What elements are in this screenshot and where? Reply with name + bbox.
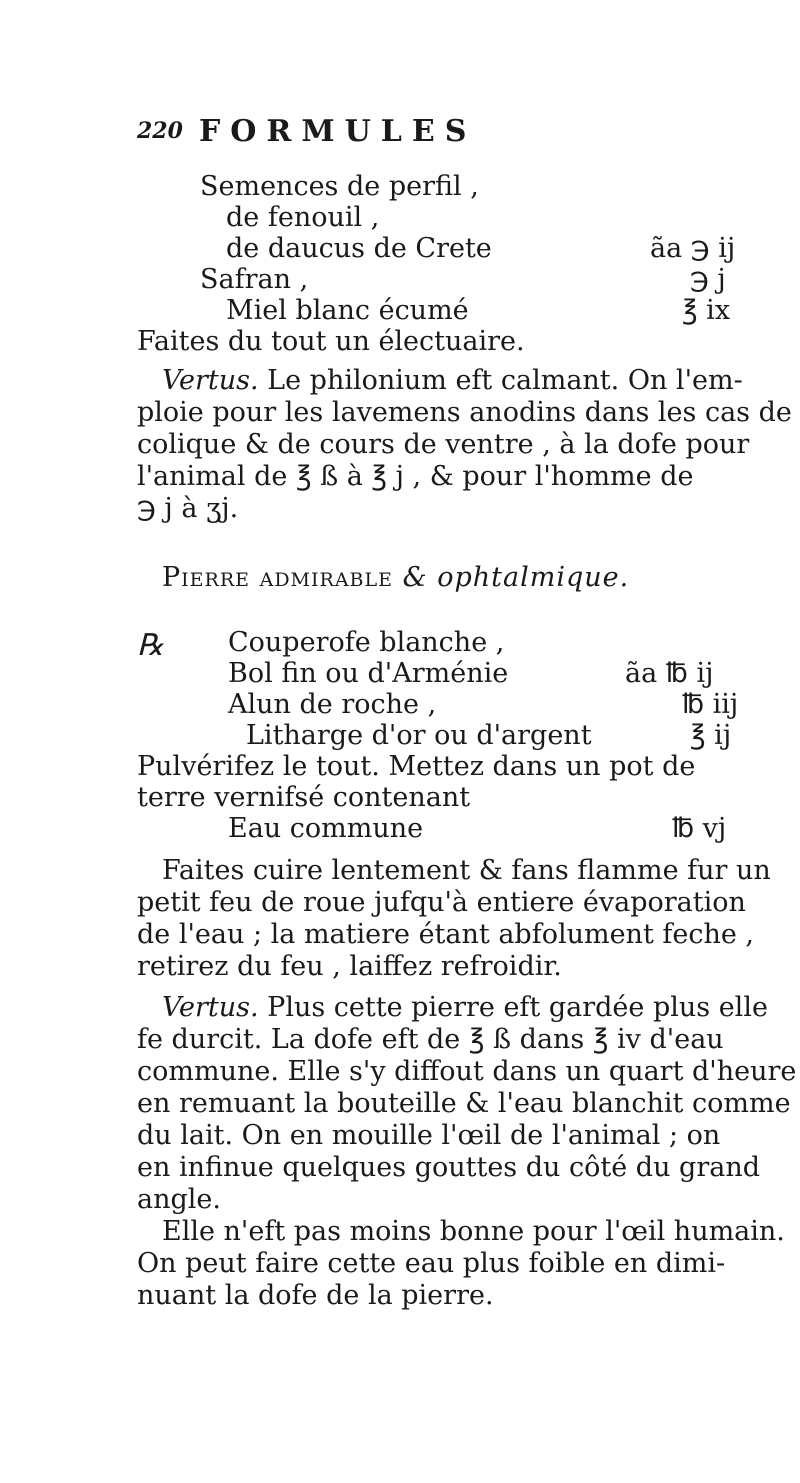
- page-header: [137, 114, 737, 154]
- vertus2-line: nuant la dofe de la pierre.: [137, 1280, 494, 1311]
- recipe1-line: Safran ,: [200, 264, 309, 295]
- vertus2-line: Elle n'eft pas moins bonne pour l'œil humain.: [162, 1216, 785, 1247]
- vertus2-line: On peut faire cette eau plus foible en dimi-: [137, 1248, 726, 1279]
- recipe2-after-line: terre vernifsé contenant: [137, 782, 471, 813]
- instructions-line: de l'eau ; la matiere étant abfolument feche ,: [137, 919, 755, 950]
- recipe1-line: de daucus de Crete: [226, 233, 492, 264]
- section-title-amp: &: [393, 562, 438, 593]
- vertus1-line: [162, 366, 743, 396]
- vertus1-text: Le philonium eft calmant. On l'em-: [258, 365, 743, 396]
- vertus2-line: commune. Elle s'y diffout dans un quart d'heure: [137, 1056, 797, 1087]
- instructions-line: petit feu de roue jufqu'à entiere évaporation: [137, 887, 746, 918]
- vertus1-line: ploie pour les lavemens anodins dans les cas de: [137, 397, 792, 428]
- instructions-line: Faites cuire lentement & fans flamme fur un: [162, 855, 771, 886]
- recipe1-line: Miel blanc écumé: [226, 295, 469, 326]
- recipe1-dose: ãa ℈ ij: [650, 233, 736, 264]
- running-title: FORMULES: [199, 114, 477, 149]
- instructions-line: retirez du feu , laiffez refroidir.: [137, 951, 562, 982]
- vertus2-label: Vertus.: [162, 992, 259, 1023]
- section-title: [162, 562, 629, 593]
- vertus2-line: en remuant la bouteille & l'eau blanchit comme: [137, 1088, 791, 1119]
- vertus2-line: en infinue quelques gouttes du côté du grand: [137, 1152, 761, 1183]
- vertus1-line: l'animal de ℥ ß à ℥ j , & pour l'homme de: [137, 461, 694, 492]
- page-number: 220: [137, 118, 183, 144]
- recipe2-dose: ãa ℔ ij: [625, 658, 714, 689]
- section-title-italic: ophtalmique.: [437, 562, 630, 593]
- vertus2-line: [162, 993, 768, 1023]
- vertus1-line: ℈ j à ʒj.: [137, 493, 239, 524]
- section-title-caps: Pierre admirable: [162, 562, 393, 593]
- recipe-symbol: ℞: [137, 628, 164, 663]
- vertus2-line: angle.: [137, 1184, 221, 1215]
- recipe1-dose: ℈ j: [690, 264, 726, 295]
- recipe2-dose: ℔ iij: [682, 689, 739, 720]
- water-line: Eau commune: [228, 813, 424, 844]
- vertus2-text: Plus cette pierre eft gardée plus elle: [258, 992, 768, 1023]
- recipe1-line: Faites du tout un électuaire.: [137, 326, 525, 357]
- recipe2-after-line: Pulvérifez le tout. Mettez dans un pot de: [137, 751, 696, 782]
- vertus2-line: du lait. On en mouille l'œil de l'animal ; on: [137, 1120, 721, 1151]
- recipe1-line: de fenouil ,: [226, 202, 380, 233]
- recipe2-line: Litharge d'or ou d'argent: [246, 720, 592, 751]
- recipe2-line: Bol fin ou d'Arménie: [228, 658, 509, 689]
- vertus2-line: fe durcit. La dofe eft de ℥ ß dans ℥ iv d'eau: [137, 1024, 724, 1055]
- recipe1-dose: ℥ ix: [682, 295, 731, 326]
- vertus1-line: colique & de cours de ventre , à la dofe pour: [137, 429, 750, 460]
- water-dose: ℔ vj: [672, 813, 727, 844]
- recipe2-line: Alun de roche ,: [228, 689, 437, 720]
- recipe2-dose: ℥ ij: [690, 720, 732, 751]
- recipe1-line: Semences de perfil ,: [200, 171, 479, 202]
- recipe2-line: Couperofe blanche ,: [228, 627, 505, 658]
- vertus1-label: Vertus.: [162, 365, 259, 396]
